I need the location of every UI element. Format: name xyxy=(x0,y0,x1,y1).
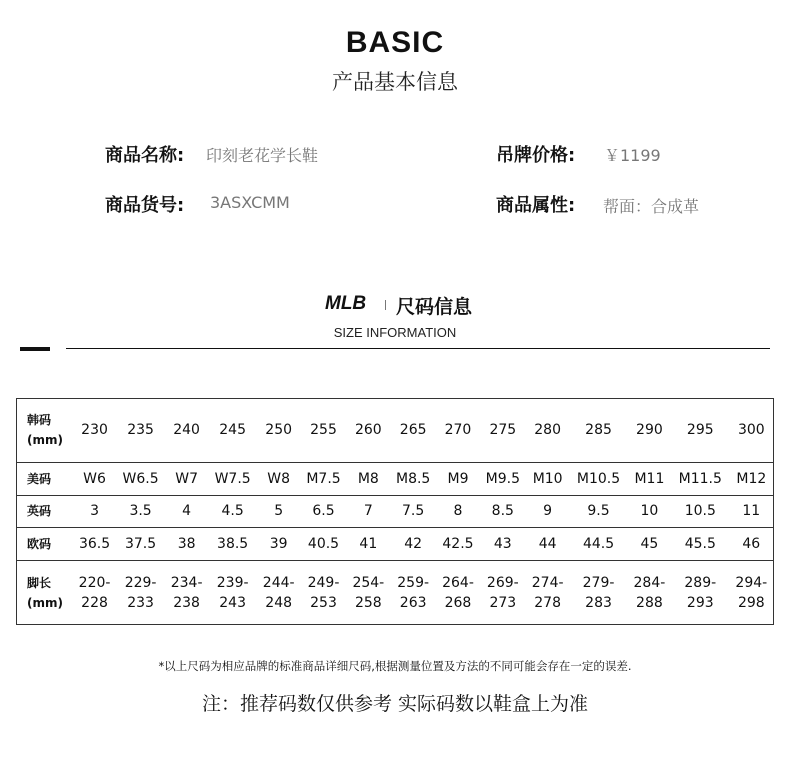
size-cell: M7.5 xyxy=(300,462,347,495)
size-cell: 44.5 xyxy=(569,528,628,561)
size-cell: 43 xyxy=(480,528,527,561)
size-cell: 235 xyxy=(116,399,165,463)
size-cell: 11 xyxy=(730,495,774,528)
size-cell: 239- 243 xyxy=(208,561,257,625)
size-cell: 230 xyxy=(73,399,116,463)
mlb-logo: MLB xyxy=(325,293,367,314)
size-cell: 39 xyxy=(257,528,300,561)
size-cell: 255 xyxy=(300,399,347,463)
size-cell: M10 xyxy=(526,462,569,495)
size-cell: 9.5 xyxy=(569,495,628,528)
price-value: ￥1199 xyxy=(604,146,661,165)
size-cell: 300 xyxy=(730,399,774,463)
size-cell: M9.5 xyxy=(480,462,527,495)
size-cell: 10.5 xyxy=(671,495,730,528)
size-cell: M10.5 xyxy=(569,462,628,495)
price-label: 吊牌价格: xyxy=(496,145,576,166)
size-cell: M11 xyxy=(628,462,671,495)
row-header xyxy=(17,399,74,463)
table-row xyxy=(17,528,774,561)
size-cell: 289- 293 xyxy=(671,561,730,625)
size-cell: M11.5 xyxy=(671,462,730,495)
size-cell: 7.5 xyxy=(390,495,437,528)
size-cell: 240 xyxy=(165,399,208,463)
row-header-text: 美码 xyxy=(27,471,52,486)
row-header xyxy=(17,495,74,528)
size-cell: M12 xyxy=(730,462,774,495)
size-cell: 6.5 xyxy=(300,495,347,528)
size-cell: 284- 288 xyxy=(628,561,671,625)
row-header-text: 脚长 xyxy=(27,575,52,590)
size-cell: 45 xyxy=(628,528,671,561)
size-cell: W6.5 xyxy=(116,462,165,495)
size-cell: M8 xyxy=(347,462,390,495)
size-cell: 3.5 xyxy=(116,495,165,528)
size-cell: 3 xyxy=(73,495,116,528)
size-cell: 46 xyxy=(730,528,774,561)
accent-bar xyxy=(20,347,50,351)
size-cell: 250 xyxy=(257,399,300,463)
size-cell: 260 xyxy=(347,399,390,463)
sku-label: 商品货号: xyxy=(105,195,185,216)
row-header xyxy=(17,462,74,495)
size-cell: 42 xyxy=(390,528,437,561)
divider-line xyxy=(66,348,770,349)
size-cell: 45.5 xyxy=(671,528,730,561)
divider xyxy=(385,300,386,310)
table-row xyxy=(17,561,774,625)
brand-title: BASIC xyxy=(345,26,445,59)
table-row xyxy=(17,399,774,463)
size-cell: 9 xyxy=(526,495,569,528)
row-header-text: 欧码 xyxy=(27,537,52,552)
size-cell: W6 xyxy=(73,462,116,495)
size-cell: 245 xyxy=(208,399,257,463)
recommend-note: 注：推荐码数仅供参考 实际码数以鞋盒上为准 xyxy=(201,693,589,715)
size-cell: 265 xyxy=(390,399,437,463)
size-cell: 10 xyxy=(628,495,671,528)
size-cell: 274- 278 xyxy=(526,561,569,625)
size-cell: M8.5 xyxy=(390,462,437,495)
size-cell: 38 xyxy=(165,528,208,561)
size-cell: 38.5 xyxy=(208,528,257,561)
name-value: 印刻老花学长鞋 xyxy=(206,146,319,165)
size-cell: 229- 233 xyxy=(116,561,165,625)
size-cell: 8 xyxy=(436,495,479,528)
table-row xyxy=(17,462,774,495)
size-cell: 8.5 xyxy=(480,495,527,528)
table-row xyxy=(17,495,774,528)
size-cell: W8 xyxy=(257,462,300,495)
size-cell: 41 xyxy=(347,528,390,561)
size-cell: 42.5 xyxy=(436,528,479,561)
row-header-text: (mm) xyxy=(27,595,63,610)
row-header xyxy=(17,528,74,561)
size-cell: W7.5 xyxy=(208,462,257,495)
name-label: 商品名称: xyxy=(105,145,185,166)
row-header-text: 英码 xyxy=(27,504,52,519)
size-cell: 254- 258 xyxy=(347,561,390,625)
size-cell: 44 xyxy=(526,528,569,561)
size-cell: 220- 228 xyxy=(73,561,116,625)
size-cell: 40.5 xyxy=(300,528,347,561)
size-cell: 280 xyxy=(526,399,569,463)
size-cell: 294- 298 xyxy=(730,561,774,625)
disclaimer-note: *以上尺码为相应品牌的标准商品详细尺码,根据测量位置及方法的不同可能会存在一定的误差. xyxy=(158,659,632,673)
size-cell: 279- 283 xyxy=(569,561,628,625)
section-subtitle: 产品基本信息 xyxy=(332,70,458,94)
size-cell: 234- 238 xyxy=(165,561,208,625)
size-title: 尺码信息 xyxy=(396,296,473,318)
size-cell: 244- 248 xyxy=(257,561,300,625)
size-table xyxy=(16,398,774,625)
size-cell: 269- 273 xyxy=(480,561,527,625)
size-cell: 270 xyxy=(436,399,479,463)
size-cell: 7 xyxy=(347,495,390,528)
size-cell: 264- 268 xyxy=(436,561,479,625)
size-cell: M9 xyxy=(436,462,479,495)
size-cell: 37.5 xyxy=(116,528,165,561)
row-header xyxy=(17,561,74,625)
size-subtitle: SIZE INFORMATION xyxy=(333,325,457,340)
size-cell: 285 xyxy=(569,399,628,463)
sku-value: 3ASXCMM xyxy=(210,193,290,212)
size-cell: 5 xyxy=(257,495,300,528)
size-cell: 295 xyxy=(671,399,730,463)
size-cell: 249- 253 xyxy=(300,561,347,625)
size-cell: 290 xyxy=(628,399,671,463)
row-header-text: 韩码 xyxy=(27,413,52,428)
size-cell: W7 xyxy=(165,462,208,495)
size-cell: 4.5 xyxy=(208,495,257,528)
size-cell: 36.5 xyxy=(73,528,116,561)
attr-label: 商品属性: xyxy=(496,195,576,216)
attr-value: 帮面：合成革 xyxy=(603,197,700,216)
row-header-text: (mm) xyxy=(27,433,63,448)
size-cell: 4 xyxy=(165,495,208,528)
size-cell: 259- 263 xyxy=(390,561,437,625)
size-cell: 275 xyxy=(480,399,527,463)
